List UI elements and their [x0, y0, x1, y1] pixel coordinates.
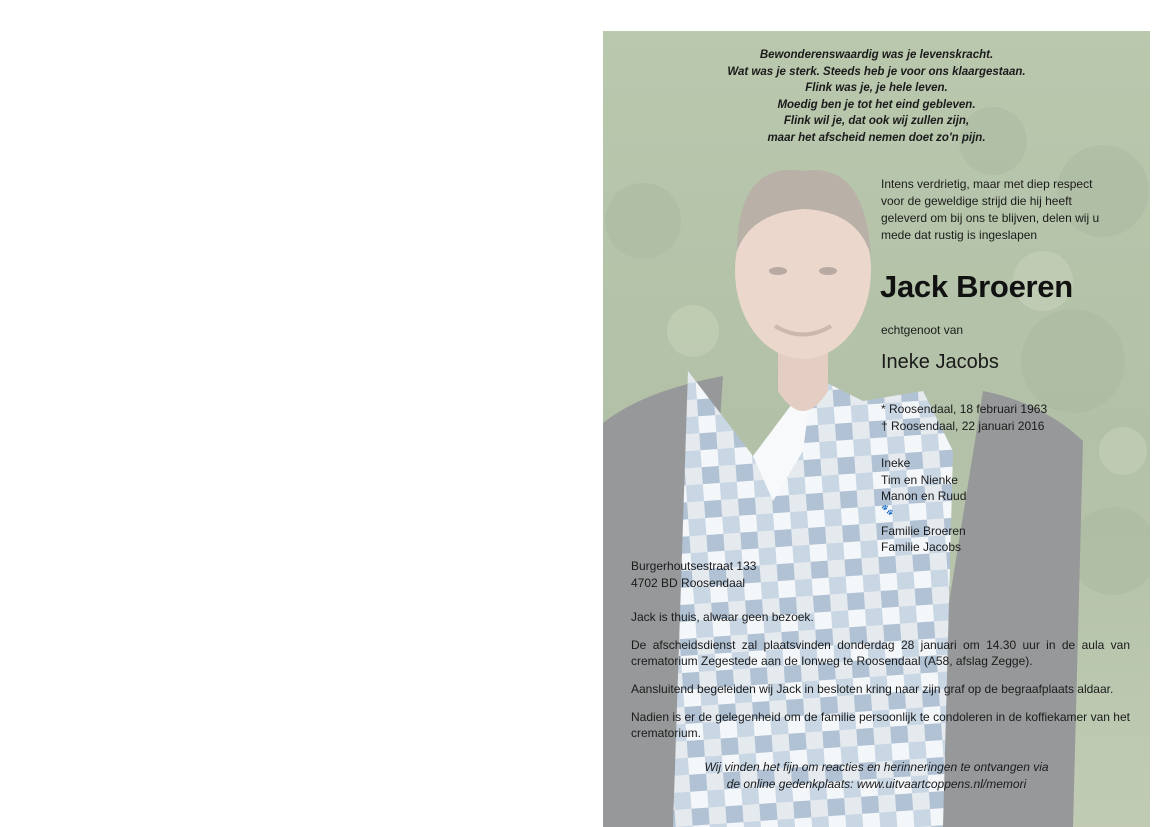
- family-member: Tim en Nienke: [881, 472, 958, 487]
- address: [631, 558, 756, 591]
- burial-notice: Aansluitend begeleiden wij Jack in besloten kring naar zijn graf op de begraafplaats aldaar.: [631, 682, 1114, 696]
- family-member: Ineke: [881, 456, 911, 470]
- family-name: Familie Broeren: [881, 523, 966, 538]
- address-city: 4702 BD Roosendaal: [631, 575, 746, 590]
- closing-line: de online gedenkplaats: www.uitvaartcoppens.nl/memori: [726, 776, 1027, 791]
- spouse-name: Ineke Jacobs: [881, 351, 999, 373]
- death-date: † Roosendaal, 22 januari 2016: [881, 419, 1045, 433]
- family-list: [881, 455, 966, 556]
- poem: [603, 47, 1150, 147]
- poem-line: Bewonderenswaardig was je levenskracht.: [759, 49, 994, 61]
- spouse-label: echtgenoot van: [881, 323, 964, 337]
- intro-line: mede dat rustig is ingeslapen: [881, 228, 1038, 242]
- intro-line: voor de geweldige strijd die hij heeft: [881, 194, 1072, 208]
- poem-line: maar het afscheid nemen doet zo'n pijn.: [767, 131, 986, 144]
- service-notice: De afscheidsdienst zal plaatsvinden donderdag 28 januari om 14.30 uur in de aula van crematorium Zegestede aan de Ionweg te Roosendaal (A58, afslag Zegge).: [631, 638, 1130, 668]
- poem-line: Moedig ben je tot het eind gebleven.: [777, 98, 976, 111]
- deceased-name: Jack Broeren: [880, 269, 1073, 304]
- photo-fade-overlay: [603, 31, 1150, 827]
- birth-date: * Roosendaal, 18 februari 1963: [881, 402, 1048, 416]
- poem-line: Wat was je sterk. Steeds heb je voor ons klaargestaan.: [727, 65, 1026, 78]
- address-street: Burgerhoutsestraat 133: [631, 559, 757, 573]
- condolence-notice: Nadien is er de gelegenheid om de familie persoonlijk te condoleren in de koffiekamer van het crematorium.: [631, 710, 1130, 740]
- memorial-card: [603, 31, 1150, 827]
- life-dates: [881, 401, 1047, 435]
- intro-line: geleverd om bij ons te blijven, delen wij u: [881, 211, 1100, 225]
- family-member: Manon en Ruud: [881, 489, 967, 503]
- poem-line: Flink wil je, dat ook wij zullen zijn,: [783, 115, 970, 128]
- poem-line: Flink was je, je hele leven.: [805, 82, 948, 95]
- visit-notice: Jack is thuis, alwaar geen bezoek.: [631, 610, 814, 624]
- family-name: Familie Jacobs: [881, 540, 962, 554]
- intro-line: Intens verdrietig, maar met diep respect: [881, 177, 1093, 191]
- closing-note: [603, 759, 1150, 792]
- closing-line: Wij vinden het fijn om reacties en herinneringen te ontvangen via: [704, 760, 1049, 774]
- announcement-intro: [881, 176, 1143, 244]
- paw-icon: 🐾: [881, 504, 894, 516]
